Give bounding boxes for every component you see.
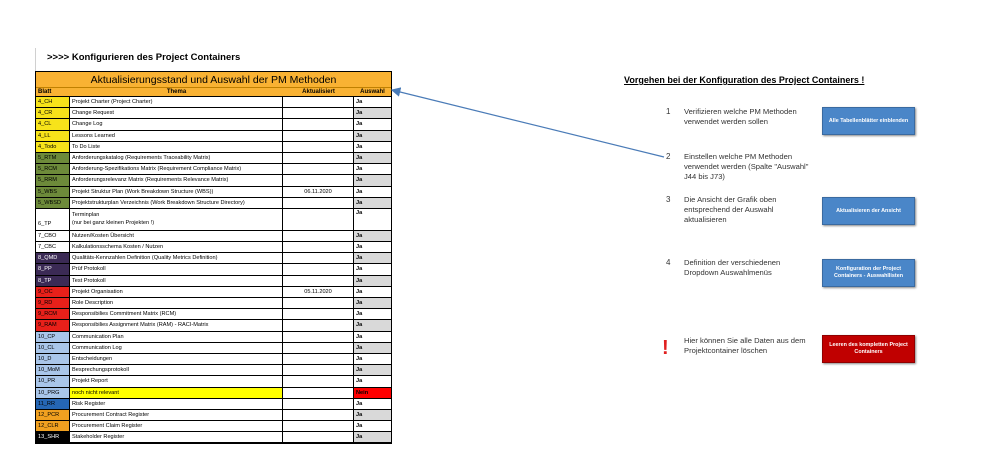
cell-thema: Stakeholder Register — [70, 432, 283, 442]
cell-blatt[interactable]: 4_LL — [36, 131, 70, 141]
cell-thema: Kalkulationsschema Kosten / Nutzen — [70, 242, 283, 252]
cell-thema: Lessons Learned — [70, 131, 283, 141]
cell-blatt[interactable]: 9_RAM — [36, 320, 70, 330]
cell-auswahl[interactable]: Ja — [354, 365, 391, 375]
cell-thema: Change Request — [70, 108, 283, 118]
cell-auswahl[interactable]: Ja — [354, 421, 391, 431]
cell-aktualisiert: 06.11.2020 — [283, 187, 354, 197]
cell-auswahl[interactable]: Ja — [354, 231, 391, 241]
cell-auswahl[interactable]: Ja — [354, 332, 391, 342]
cell-blatt[interactable]: 9_OC — [36, 287, 70, 297]
cell-thema: Procurement Claim Register — [70, 421, 283, 431]
cell-auswahl[interactable]: Ja — [354, 354, 391, 364]
cell-blatt[interactable]: 5_RTM — [36, 153, 70, 163]
show-all-sheets-button[interactable]: Alle Tabellenblätter einblenden — [822, 107, 915, 135]
cell-blatt[interactable]: 5_WBS — [36, 187, 70, 197]
cell-blatt[interactable]: 5_RRM — [36, 175, 70, 185]
col-blatt: Blatt — [38, 89, 52, 95]
cell-blatt[interactable]: 5_RCM — [36, 164, 70, 174]
col-auswahl: Auswahl — [360, 89, 385, 95]
col-aktualisiert: Aktualisiert — [302, 89, 335, 95]
cell-blatt[interactable]: 12_CLR — [36, 421, 70, 431]
cell-thema: Risk Register — [70, 399, 283, 409]
step-1-number: 1 — [666, 107, 671, 116]
cell-blatt[interactable]: 9_RD — [36, 298, 70, 308]
cell-blatt[interactable]: 12_PCR — [36, 410, 70, 420]
cell-thema: Responsibilies Assignment Matrix (RAM) - RACI-Matrix — [70, 320, 283, 330]
cell-auswahl[interactable]: Ja — [354, 343, 391, 353]
cell-auswahl[interactable]: Ja — [354, 298, 391, 308]
step-2-text: Einstellen welche PM Methoden verwendet werden (Spalte "Auswahl" J44 bis J73) — [684, 152, 809, 181]
cell-auswahl[interactable]: Ja — [354, 164, 391, 174]
step-2-number: 2 — [666, 152, 671, 161]
step-4-number: 4 — [666, 258, 671, 267]
cell-blatt[interactable]: 4_CL — [36, 119, 70, 129]
cell-blatt[interactable]: 9_RCM — [36, 309, 70, 319]
configure-lists-button[interactable]: Konfiguration der Project Containers - Auswahllisten — [822, 259, 915, 287]
procedure-title: Vorgehen bei der Konfiguration des Project Containers ! — [624, 75, 865, 85]
cell-blatt[interactable]: 13_SHR — [36, 432, 70, 442]
cell-thema: Projekt Report — [70, 376, 283, 386]
cell-blatt[interactable]: 8_TP — [36, 276, 70, 286]
cell-blatt[interactable]: 7_CBC — [36, 242, 70, 252]
cell-thema: Projekt Organisation — [70, 287, 283, 297]
cell-blatt[interactable]: 4_CR — [36, 108, 70, 118]
cell-thema: To Do Liste — [70, 142, 283, 152]
clear-hint-text: Hier können Sie alle Daten aus dem Projektcontainer löschen — [684, 336, 806, 355]
cell-auswahl[interactable]: Ja — [354, 432, 391, 442]
cell-thema: Anforderung-Spezifikations Matrix (Requirement Compliance Matrix) — [70, 164, 283, 174]
step-4-text: Definition der verschiedenen Dropdown Auswahlmenüs — [684, 258, 781, 277]
cell-thema: Qualitäts-Kennzahlen Definition (Quality Metrics Definition) — [70, 253, 283, 263]
cell-thema: Projekt Struktur Plan (Work Breakdown Structure (WBS)) — [70, 187, 283, 197]
cell-thema: Test Protokoll — [70, 276, 283, 286]
clear-container-button[interactable]: Leeren des kompletten Project Containers — [822, 335, 915, 363]
cell-thema: Procurement Contract Register — [70, 410, 283, 420]
cell-thema: Communication Log — [70, 343, 283, 353]
cell-aktualisiert: 05.11.2020 — [283, 287, 354, 297]
cell-auswahl[interactable]: Ja — [354, 309, 391, 319]
cell-auswahl[interactable]: Ja — [354, 108, 391, 118]
cell-thema: Projekt Charter (Project Charter) — [70, 97, 283, 107]
cell-auswahl[interactable]: Ja — [354, 119, 391, 129]
cell-thema: Change Log — [70, 119, 283, 129]
cell-auswahl[interactable]: Ja — [354, 153, 391, 163]
cell-blatt[interactable]: 10_D — [36, 354, 70, 364]
step-3-number: 3 — [666, 195, 671, 204]
cell-auswahl[interactable]: Ja — [354, 142, 391, 152]
cell-thema: Besprechungsprotokoll — [70, 365, 283, 375]
cell-blatt[interactable]: 4_Todo — [36, 142, 70, 152]
step-3-text: Die Ansicht der Grafik oben entsprechend der Auswahl aktualisieren — [684, 195, 777, 224]
cell-auswahl[interactable]: Ja — [354, 131, 391, 141]
step-1-text: Verifizieren welche PM Methoden verwendet werden sollen — [684, 107, 797, 126]
cell-thema: Anforderungskatalog (Requirements Traceability Matrix) — [70, 153, 283, 163]
cell-thema: Anforderungsrelevanz Matrix (Requirements Relevance Matrix) — [70, 175, 283, 185]
cell-auswahl[interactable]: Nein — [354, 388, 391, 398]
page-title: >>>> Konfigurieren des Project Containers — [47, 52, 241, 63]
cell-blatt[interactable]: 7_CBO — [36, 231, 70, 241]
cell-auswahl[interactable]: Ja — [354, 399, 391, 409]
cell-blatt[interactable]: 4_CH — [36, 97, 70, 107]
cell-auswahl[interactable]: Ja — [354, 198, 391, 208]
cell-blatt[interactable]: 10_PR — [36, 376, 70, 386]
warning-icon: ! — [662, 337, 669, 359]
cell-auswahl[interactable]: Ja — [354, 175, 391, 185]
cell-thema: Nutzen/Kosten Übersicht — [70, 231, 283, 241]
cell-auswahl[interactable]: Ja — [354, 287, 391, 297]
cell-blatt[interactable]: 8_QMD — [36, 253, 70, 263]
cell-blatt[interactable]: 5_WBSD — [36, 198, 70, 208]
cell-auswahl[interactable]: Ja — [354, 253, 391, 263]
cell-auswahl[interactable]: Ja — [354, 276, 391, 286]
cell-blatt[interactable]: 10_MoM — [36, 365, 70, 375]
cell-thema: Terminplan (nur bei ganz kleinen Projekten !) — [70, 209, 283, 230]
cell-auswahl[interactable]: Ja — [354, 97, 391, 107]
cell-auswahl[interactable]: Ja — [354, 187, 391, 197]
cell-blatt[interactable]: 6_TP — [36, 209, 70, 230]
table-header: Aktualisierungsstand und Auswahl der PM Methoden — [36, 72, 391, 88]
cell-blatt[interactable]: 8_PP — [36, 264, 70, 274]
cell-thema: noch nicht relevant — [70, 388, 283, 398]
cell-auswahl[interactable]: Ja — [354, 376, 391, 386]
cell-thema: Communication Plan — [70, 332, 283, 342]
cell-thema: Projektstrukturplan Verzeichnis (Work Breakdown Structure Directory) — [70, 198, 283, 208]
cell-thema: Prüf Protokoll — [70, 264, 283, 274]
cell-auswahl[interactable]: Ja — [354, 264, 391, 274]
cell-auswahl[interactable]: Ja — [354, 242, 391, 252]
cell-auswahl[interactable]: Ja — [354, 320, 391, 330]
cell-auswahl[interactable]: Ja — [354, 209, 391, 230]
cell-thema: Responsibilies Commitment Matrix (RCM) — [70, 309, 283, 319]
cell-blatt[interactable]: 10_PRG — [36, 388, 70, 398]
cell-blatt[interactable]: 11_RR — [36, 399, 70, 409]
cell-thema: Entscheidungen — [70, 354, 283, 364]
cell-blatt[interactable]: 10_CL — [36, 343, 70, 353]
cell-thema: Role Description — [70, 298, 283, 308]
cell-blatt[interactable]: 10_CP — [36, 332, 70, 342]
cell-auswahl[interactable]: Ja — [354, 410, 391, 420]
update-view-button[interactable]: Aktualisieren der Ansicht — [822, 197, 915, 225]
col-thema: Thema — [166, 89, 187, 95]
